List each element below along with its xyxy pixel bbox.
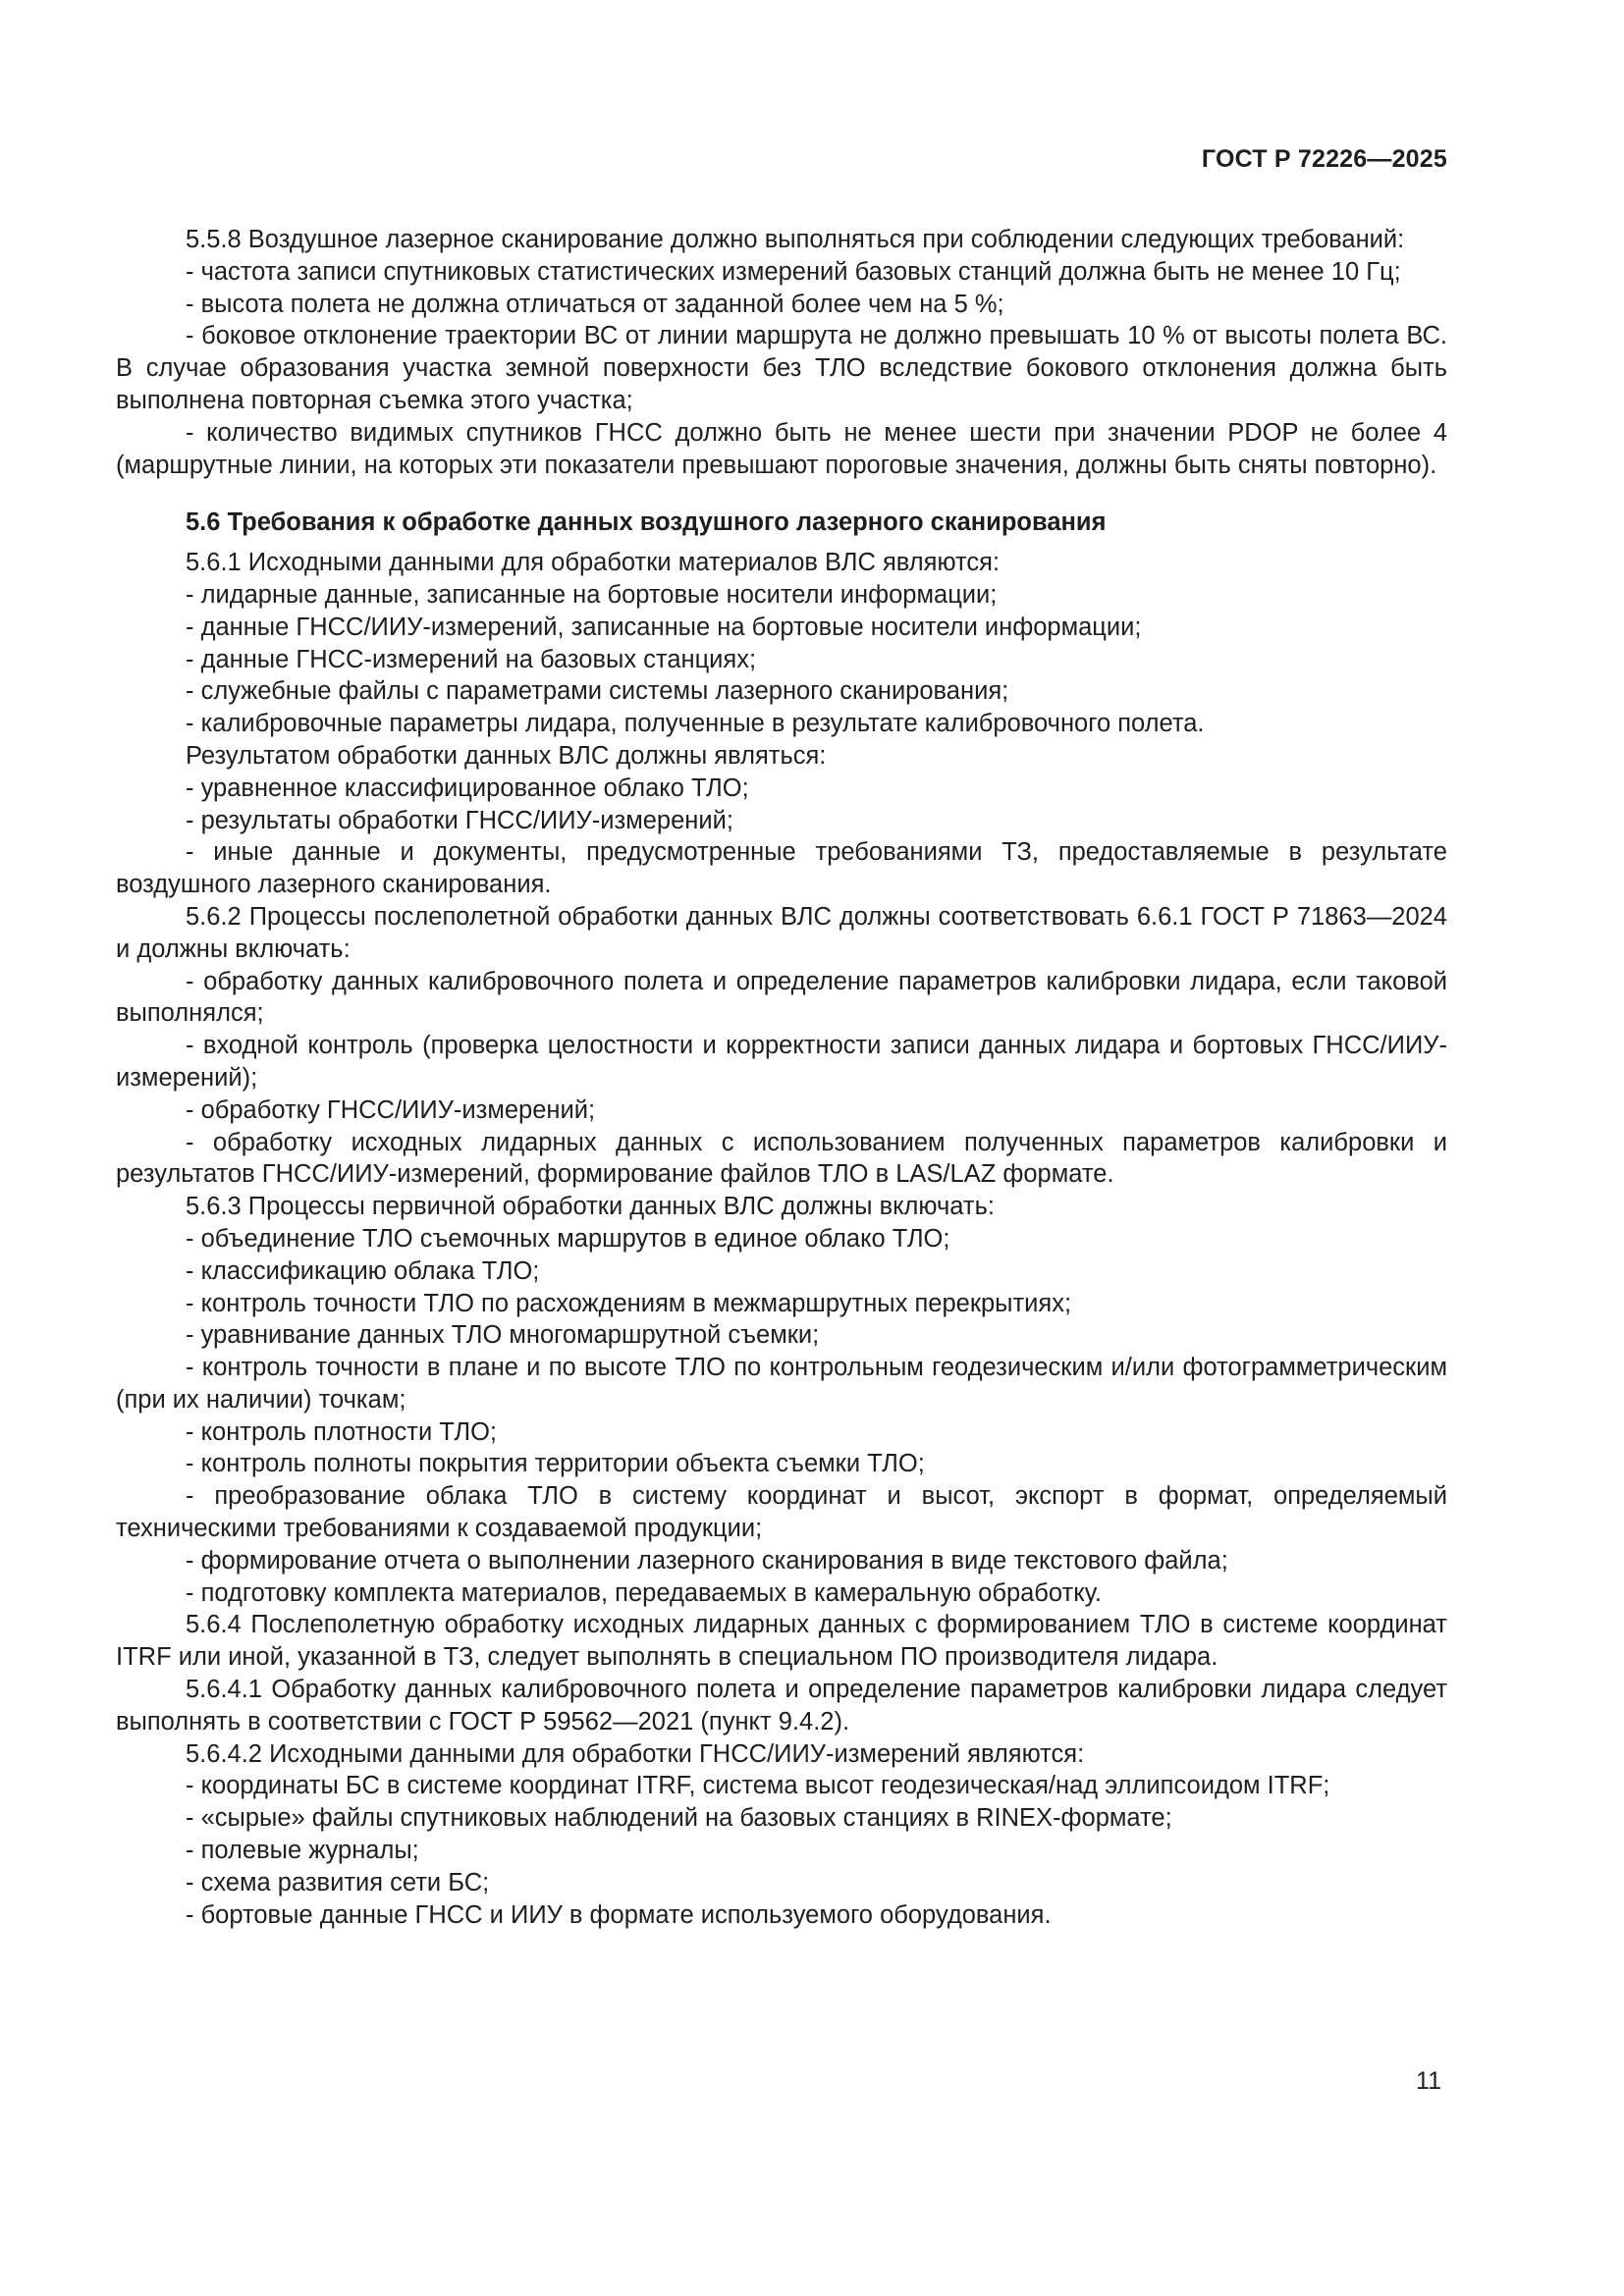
paragraph: - преобразование облака ТЛО в систему координат и высот, экспорт в формат, определяемый техническими требованиями к создаваемой продукции; [116,1482,1447,1543]
paragraph: Результатом обработки данных ВЛС должны являться: [186,741,827,770]
paragraph: - подготовку комплекта материалов, передаваемых в камеральную обработку. [186,1578,1102,1607]
paragraph: - количество видимых спутников ГНСС должно быть не менее шести при значении PDOP не более 4 (маршрутные линии, на которых эти показатели превышают пороговые значения, должны быть сняты повторно). [116,418,1447,479]
paragraph: - «сырые» файлы спутниковых наблюдений на базовых станциях в RINEX-формате; [186,1804,1172,1833]
paragraph: - уравненное классифицированное облако ТЛО; [186,774,749,802]
paragraph: - формирование отчета о выполнении лазерного сканирования в виде текстового файла; [186,1546,1228,1575]
paragraph: 5.6.3 Процессы первичной обработки данных ВЛС должны включать: [186,1193,995,1221]
paragraph: - калибровочные параметры лидара, полученные в результате калибровочного полета. [186,710,1205,738]
paragraph: - обработку данных калибровочного полета и определение параметров калибровки лидара, если таковой выполнялся; [116,967,1447,1028]
paragraph: - координаты БС в системе координат ITRF, система высот геодезическая/над эллипсоидом ITRF; [186,1772,1330,1800]
paragraph: - данные ГНСС-измерений на базовых станциях; [186,645,757,673]
document-code: ГОСТ Р 72226—2025 [1201,145,1447,173]
paragraph: 5.6.4.2 Исходными данными для обработки ГНСС/ИИУ-измерений являются: [186,1739,1085,1768]
page-number: 11 [1416,2067,1441,2095]
paragraph: - боковое отклонение траектории ВС от линии маршрута не должно превышать 10 % от высоты полета ВС. В случае образования участка земной поверхности без ТЛО вследствие бокового отклонения должна быть выполнена повторная съемка этого участка; [116,322,1447,414]
paragraph: 5.6.1 Исходными данными для обработки материалов ВЛС являются: [186,549,1001,577]
paragraph: - лидарные данные, записанные на бортовые носители информации; [186,580,998,609]
paragraph: - контроль плотности ТЛО; [186,1417,497,1446]
paragraph: - объединение ТЛО съемочных маршрутов в единое облако ТЛО; [186,1224,950,1253]
document-body [116,224,1447,1931]
paragraph: - схема развития сети БС; [186,1868,490,1896]
paragraph: - обработку исходных лидарных данных с использованием полученных параметров калибровки и результатов ГНСС/ИИУ-измерений, формирование файлов ТЛО в LAS/LAZ формате. [116,1128,1447,1189]
paragraph: - контроль точности в плане и по высоте ТЛО по контрольным геодезическим и/или фотограмметрическим (при их наличии) точкам; [116,1354,1447,1414]
paragraph: - классификацию облака ТЛО; [186,1256,540,1285]
paragraph: - результаты обработки ГНСС/ИИУ-измерений; [186,806,733,834]
paragraph: - бортовые данные ГНСС и ИИУ в формате используемого оборудования. [186,1900,1052,1929]
paragraph: - частота записи спутниковых статистических измерений базовых станций должна быть не менее 10 Гц; [186,257,1401,286]
paragraph: - входной контроль (проверка целостности и корректности записи данных лидара и бортовых ГНСС/ИИУ-измерений); [116,1032,1447,1092]
paragraph: - уравнивание данных ТЛО многомаршрутной съемки; [186,1321,820,1350]
paragraph: 5.6.2 Процессы послеполетной обработки данных ВЛС должны соответствовать 6.6.1 ГОСТ Р 71863—2024 и должны включать: [116,902,1447,963]
paragraph: - контроль полноты покрытия территории объекта съемки ТЛО; [186,1450,925,1478]
paragraph: - служебные файлы с параметрами системы лазерного сканирования; [186,677,1009,706]
paragraph: - иные данные и документы, предусмотренные требованиями ТЗ, предоставляемые в результате воздушного лазерного сканирования. [116,838,1447,899]
section-heading: 5.6 Требования к обработке данных воздушного лазерного сканирования [186,508,1107,537]
paragraph: - контроль точности ТЛО по расхождениям в межмаршрутных перекрытиях; [186,1289,1072,1317]
paragraph: - данные ГНСС/ИИУ-измерений, записанные на бортовые носители информации; [186,613,1142,641]
paragraph: - обработку ГНСС/ИИУ-измерений; [186,1095,596,1124]
paragraph: 5.6.4 Послеполетную обработку исходных лидарных данных с формированием ТЛО в системе координат ITRF или иной, указанной в ТЗ, следует выполнять в специальном ПО производителя лидара. [116,1611,1447,1672]
paragraph: 5.6.4.1 Обработку данных калибровочного полета и определение параметров калибровки лидара следует выполнять в соответствии с ГОСТ Р 59562—2021 (пункт 9.4.2). [116,1676,1447,1735]
paragraph: - высота полета не должна отличаться от заданной более чем на 5 %; [186,290,1004,318]
paragraph: - полевые журналы; [186,1837,419,1865]
paragraph: 5.5.8 Воздушное лазерное сканирование должно выполняться при соблюдении следующих требований: [186,226,1405,253]
